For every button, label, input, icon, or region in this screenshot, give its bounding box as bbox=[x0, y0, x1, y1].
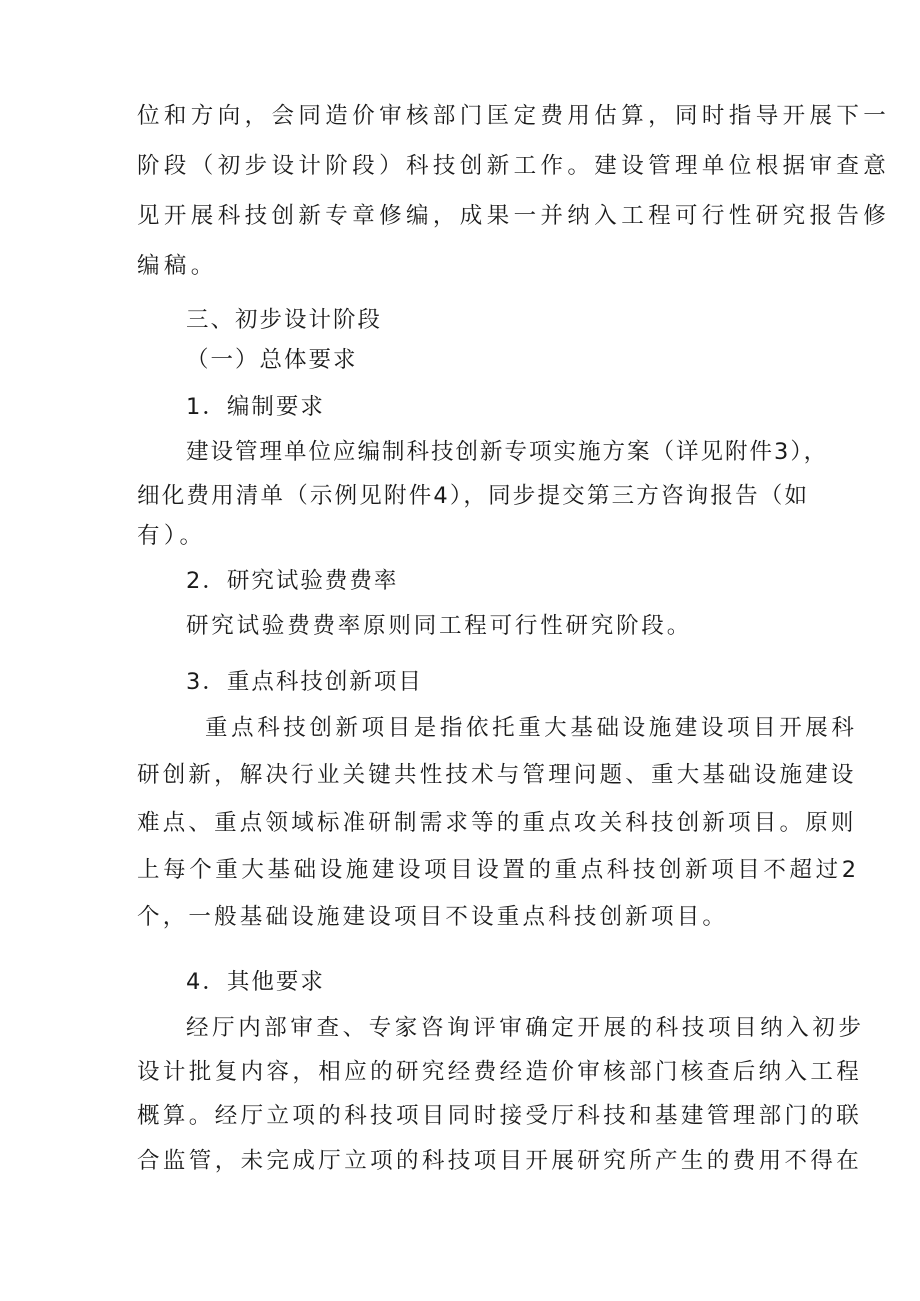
paragraph-line: 有）。 bbox=[137, 523, 207, 549]
item-heading: 2．研究试验费费率 bbox=[186, 568, 399, 594]
paragraph-line: 合监管，未完成厅立项的科技项目开展研究所产生的费用不得在 bbox=[137, 1148, 863, 1174]
section-subtitle: （一）总体要求 bbox=[186, 347, 358, 373]
paragraph-line: 研究试验费费率原则同工程可行性研究阶段。 bbox=[186, 613, 693, 639]
section-title: 三、初步设计阶段 bbox=[186, 307, 383, 333]
paragraph-line: 经厅内部审查、专家咨询评审确定开展的科技项目纳入初步 bbox=[186, 1015, 865, 1041]
paragraph-line: 见开展科技创新专章修编，成果一并纳入工程可行性研究报告修 bbox=[137, 203, 891, 229]
paragraph-line: 编稿。 bbox=[137, 253, 218, 279]
paragraph-line: 难点、重点领域标准研制需求等的重点攻关科技创新项目。原则 bbox=[137, 810, 857, 836]
paragraph-line: 重点科技创新项目是指依托重大基础设施建设项目开展科 bbox=[205, 715, 858, 741]
paragraph-line: 概算。经厅立项的科技项目同时接受厅科技和基建管理部门的联 bbox=[137, 1103, 863, 1129]
paragraph-line: 细化费用清单（示例见附件4），同步提交第三方咨询报告（如 bbox=[137, 483, 810, 509]
paragraph-line: 位和方向，会同造价审核部门匡定费用估算，同时指导开展下一 bbox=[137, 103, 891, 129]
paragraph-line: 阶段（初步设计阶段）科技创新工作。建设管理单位根据审查意 bbox=[137, 153, 891, 179]
item-heading: 3．重点科技创新项目 bbox=[186, 669, 423, 695]
paragraph-line: 建设管理单位应编制科技创新专项实施方案（详见附件3）， bbox=[186, 439, 829, 465]
item-heading: 4．其他要求 bbox=[186, 969, 325, 995]
paragraph-line: 设计批复内容，相应的研究经费经造价审核部门核查后纳入工程 bbox=[137, 1059, 863, 1085]
paragraph-line: 上每个重大基础设施建设项目设置的重点科技创新项目不超过2 bbox=[137, 857, 860, 883]
item-heading: 1．编制要求 bbox=[186, 394, 325, 420]
paragraph-line: 研创新，解决行业关键共性技术与管理问题、重大基础设施建设 bbox=[137, 762, 857, 788]
paragraph-line: 个，一般基础设施建设项目不设重点科技创新项目。 bbox=[137, 904, 729, 930]
